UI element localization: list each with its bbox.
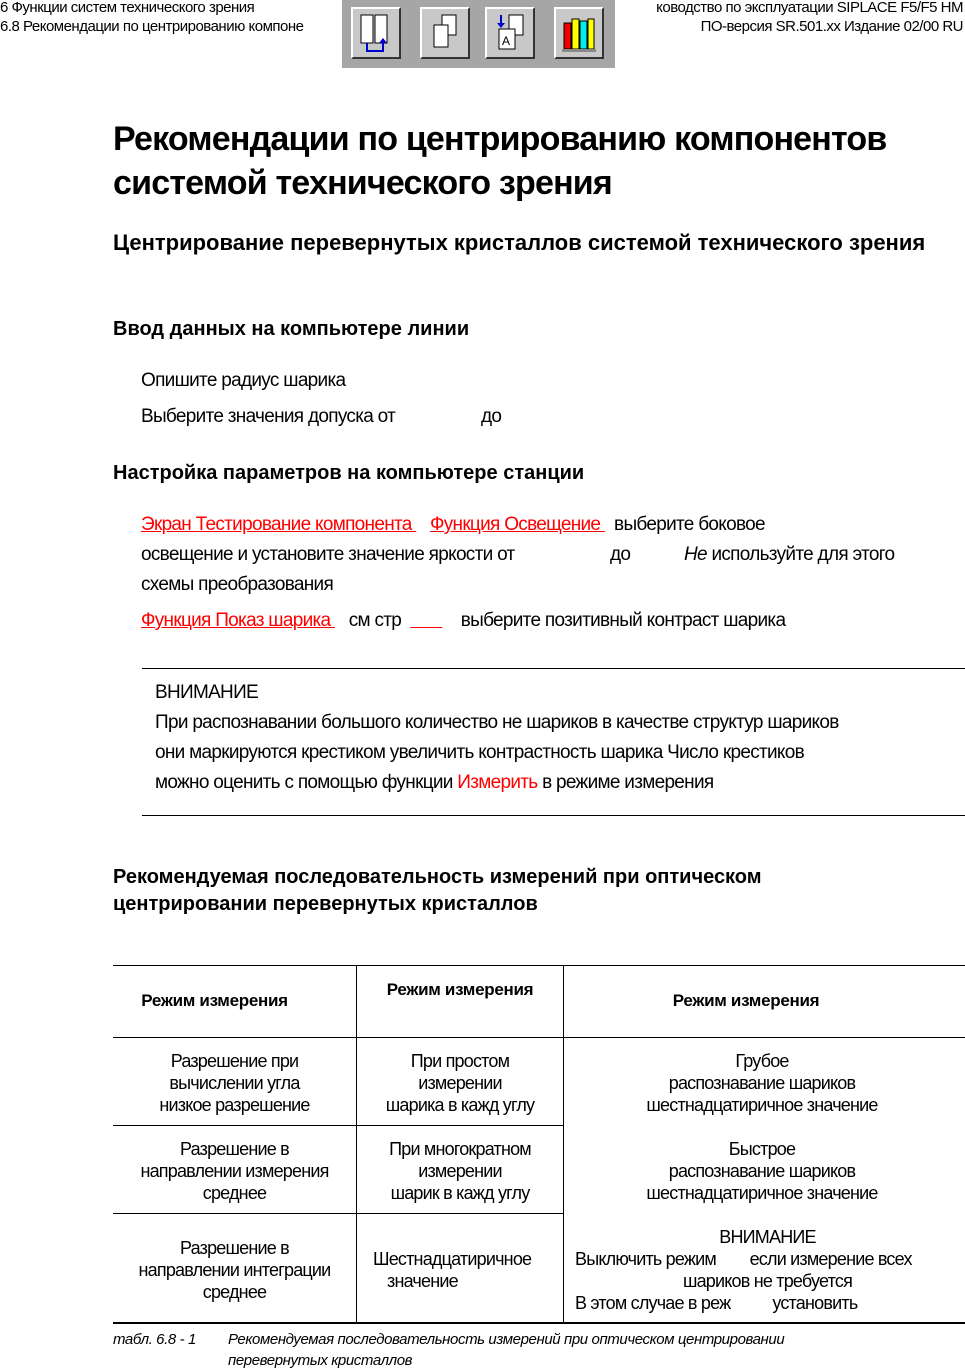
tolerance-to-label: до <box>481 406 502 427</box>
table-header: Режим измерения <box>386 980 534 999</box>
table-cell: Быстрое распознавание шариков шестнадцатиричное значение <box>646 1139 878 1203</box>
table-cell: Разрешение в направлении измерения среднее <box>140 1139 329 1203</box>
table-cell: Разрешение при вычислении угла низкое разрешение <box>159 1051 310 1115</box>
header-section: 6.8 Рекомендации по центрированию компоне <box>0 18 304 35</box>
link-ball-display-function[interactable]: Функция Показ шарика <box>141 610 335 631</box>
pages-icon <box>422 9 468 57</box>
table-cell: Разрешение в направлении интеграции среднее <box>138 1238 331 1302</box>
note-title: ВНИМАНИЕ <box>155 682 259 703</box>
subtitle: Центрирование перевернутых кристаллов системой технического зрения <box>113 230 926 255</box>
section-heading-sequence: Рекомендуемая последовательность измерений при оптическом центрировании перевернутых кристаллов <box>113 866 762 915</box>
text: до <box>610 544 631 565</box>
table-cell: Шестнадцатиричное значение <box>373 1249 532 1291</box>
link-measure[interactable]: Измерить <box>457 772 538 793</box>
divider <box>142 668 965 669</box>
svg-text:A: A <box>502 34 511 48</box>
link-lighting-function[interactable]: Функция Освещение <box>429 514 605 535</box>
caption-text: перевернутых кристаллов <box>228 1352 413 1369</box>
table-cell: Грубое распознавание шариков шестнадцатиричное значение <box>646 1051 878 1115</box>
table-cell: При многократном измерении шарик в кажд углу <box>389 1139 531 1203</box>
divider <box>142 815 965 816</box>
table-header: Режим измерения <box>672 991 820 1010</box>
header-version: ПО-версия SR.501.xx Издание 02/00 RU <box>700 18 963 35</box>
text: выберите позитивный контраст шарика <box>460 610 786 631</box>
note-text: они маркируются крестиком увеличить контрастность шарика Число крестиков <box>155 742 805 763</box>
table-cell-note: ВНИМАНИЕ Выключить режим если измерение всех шариков не требуется В этом случае в реж установить <box>575 1227 912 1313</box>
table-cell: При простом измерении шарика в кажд углу <box>385 1051 535 1115</box>
text-swap-button[interactable] <box>485 7 535 59</box>
page-title: Рекомендации по центрированию компонентов системой технического зрения <box>113 120 887 202</box>
text: освещение и установите значение яркости от <box>141 544 515 565</box>
toolbar <box>342 0 615 68</box>
note-text: в режиме измерения <box>537 772 714 793</box>
note-text: При распознавании большого количество не шариков в качестве структур шариков <box>155 712 839 733</box>
instruction-tolerance: Выберите значения допуска от <box>141 406 396 427</box>
pages-button[interactable] <box>420 7 470 59</box>
text-italic: Не <box>684 544 707 565</box>
note-text: можно оценить с помощью функции <box>155 772 458 793</box>
navigate-button[interactable] <box>351 7 401 59</box>
header-chapter: 6 Функции систем технического зрения <box>0 0 255 16</box>
section-heading-line: Ввод данных на компьютере линии <box>113 318 470 340</box>
books-icon <box>556 9 602 57</box>
instruction-radius: Опишите радиус шарика <box>141 370 346 391</box>
text-swap-icon <box>487 9 533 57</box>
library-button[interactable] <box>554 7 604 59</box>
caption-text: Рекомендуемая последовательность измерений при оптическом центрировании <box>228 1331 785 1348</box>
header-manual: ководство по эксплуатации SIPLACE F5/F5 HM <box>656 0 963 16</box>
section-heading-station: Настройка параметров на компьютере станции <box>113 462 585 484</box>
page-ref-link[interactable] <box>410 610 442 631</box>
text: см стр <box>348 610 402 631</box>
table-header: Режим измерения <box>141 991 288 1010</box>
caption-number: табл. 6.8 - 1 <box>113 1331 196 1348</box>
text: выберите боковое <box>614 514 765 535</box>
text: схемы преобразования <box>141 574 334 595</box>
navigate-icon <box>353 9 399 57</box>
link-test-screen[interactable]: Экран Тестирование компонента <box>141 514 417 535</box>
text: используйте для этого <box>706 544 895 565</box>
